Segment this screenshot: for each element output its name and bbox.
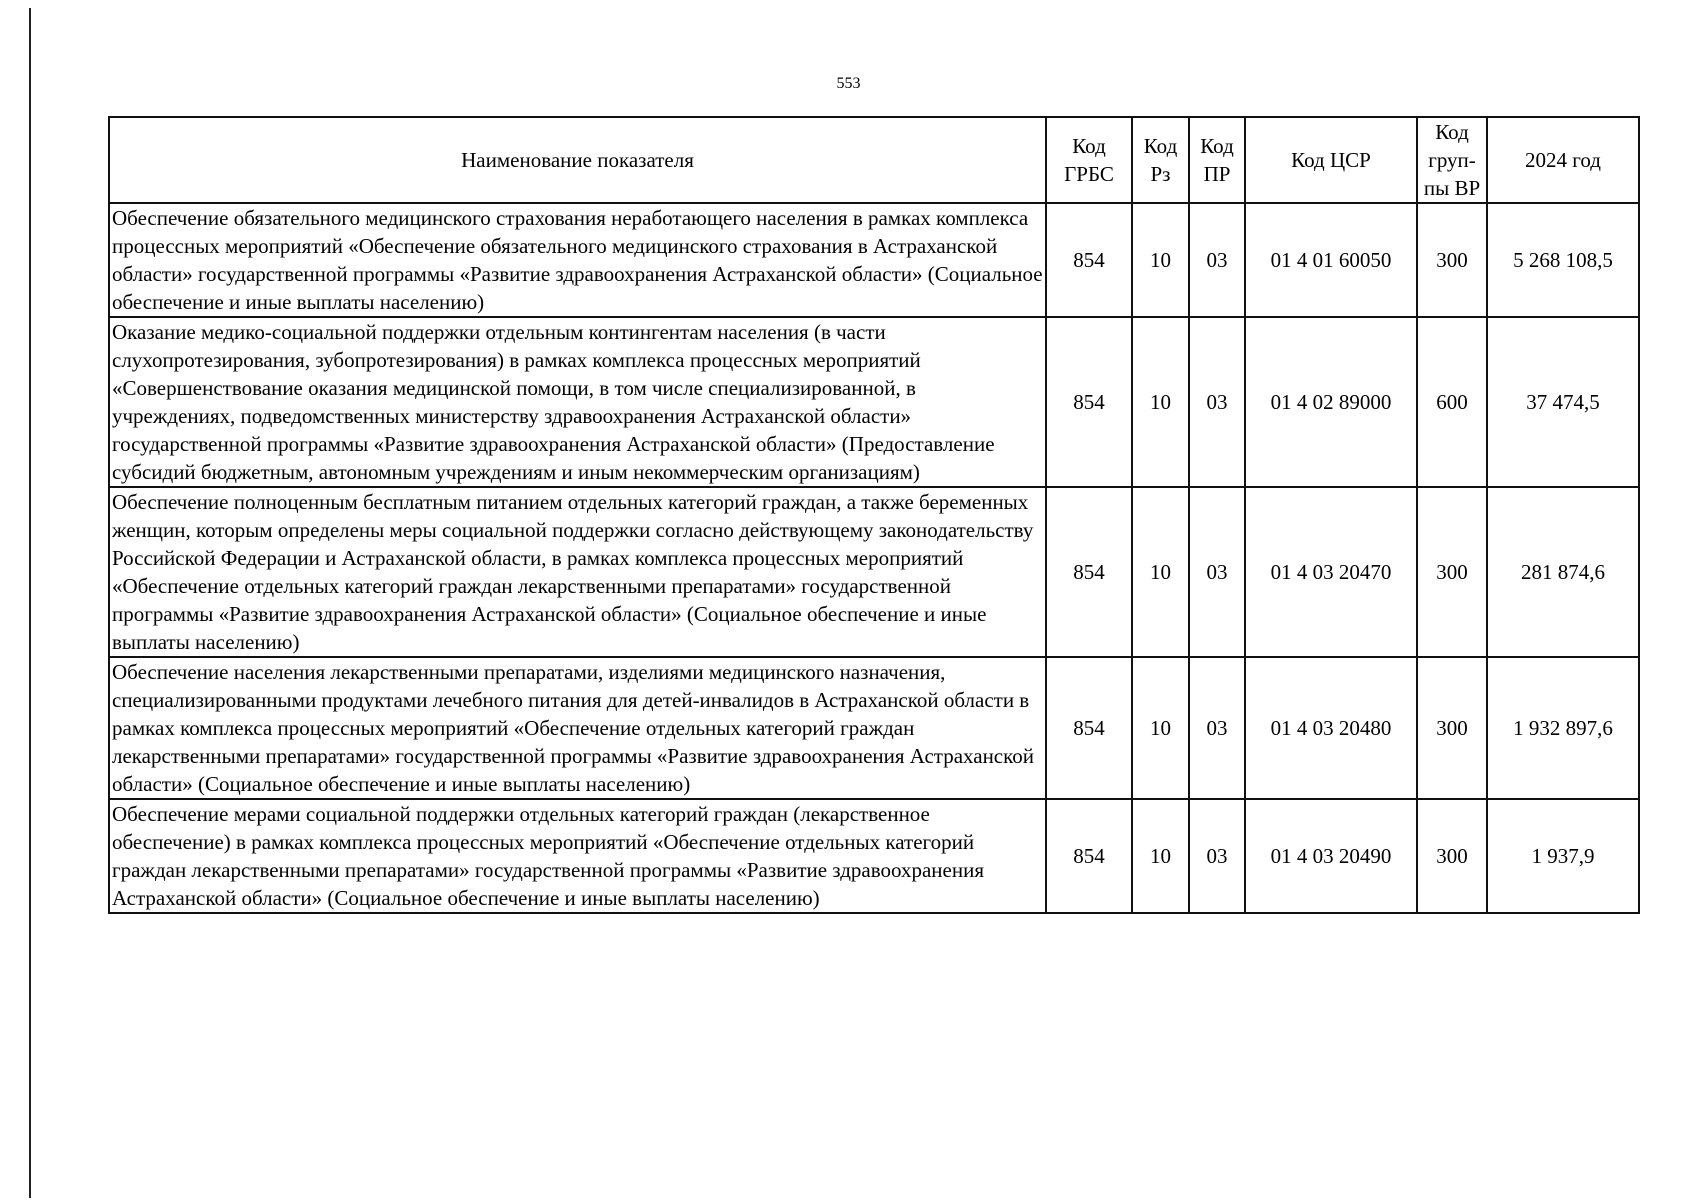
header-name-label: Наименование показателя (461, 148, 694, 172)
row-amount-cell: 5 268 108,5 (1487, 203, 1639, 317)
header-vr-line-1: Код (1435, 120, 1469, 144)
header-csr-label: Код ЦСР (1291, 148, 1371, 172)
header-pr (1189, 117, 1245, 203)
row-vr-cell: 300 (1417, 799, 1487, 913)
row-name-cell: Оказание медико-социальной поддержки отдельным контингентам населения (в части слухопротезирования, зубопротезирования) в рамках комплекса процессных мероприятий «Совершенствование оказания медицинской помощи, в том числе специализированной, в учреждениях, подведомственных министерству здравоохранения Астраханской области» государственной программы «Развитие здравоохранения Астраханской области» (Предоставление субсидий бюджетным, автономным учреждениям и иным некоммерческим организациям) (109, 317, 1046, 487)
row-pr-cell: 03 (1189, 203, 1245, 317)
header-vr-line-3: пы ВР (1423, 176, 1481, 200)
header-rz (1132, 117, 1189, 203)
row-amount-cell: 37 474,5 (1487, 317, 1639, 487)
header-grbs-line-2: ГРБС (1064, 162, 1114, 186)
row-csr-cell: 01 4 01 60050 (1245, 203, 1417, 317)
row-rz-cell: 10 (1132, 799, 1189, 913)
row-pr-cell: 03 (1189, 657, 1245, 799)
row-csr-cell: 01 4 02 89000 (1245, 317, 1417, 487)
header-rz-line-2: Рз (1150, 162, 1171, 186)
row-csr-cell: 01 4 03 20470 (1245, 487, 1417, 657)
header-pr-line-2: ПР (1203, 162, 1231, 186)
row-name-cell: Обеспечение мерами социальной поддержки отдельных категорий граждан (лекарственное обеспечение) в рамках комплекса процессных мероприятий «Обеспечение отдельных категорий граждан лекарственными препаратами» государственной программы «Развитие здравоохранения Астраханской области» (Социальное обеспечение и иные выплаты населению) (109, 799, 1046, 913)
table-row (109, 317, 1639, 487)
row-grbs-cell: 854 (1046, 799, 1132, 913)
budget-table (108, 116, 1640, 914)
table-row (109, 657, 1639, 799)
header-csr (1245, 117, 1417, 203)
row-name-cell: Обеспечение полноценным бесплатным питанием отдельных категорий граждан, а также беременных женщин, которым определены меры социальной поддержки согласно действующему законодательству Российской Федерации и Астраханской области, в рамках комплекса процессных мероприятий «Обеспечение отдельных категорий граждан лекарственными препаратами» государственной программы «Развитие здравоохранения Астраханской области» (Социальное обеспечение и иные выплаты населению) (109, 487, 1046, 657)
row-pr-cell: 03 (1189, 799, 1245, 913)
header-pr-line-1: Код (1200, 134, 1234, 158)
header-vr-line-2: груп- (1428, 148, 1476, 172)
row-vr-cell: 600 (1417, 317, 1487, 487)
row-grbs-cell: 854 (1046, 487, 1132, 657)
header-name (109, 117, 1046, 203)
header-grbs-line-1: Код (1072, 134, 1106, 158)
row-grbs-cell: 854 (1046, 203, 1132, 317)
row-rz-cell: 10 (1132, 657, 1189, 799)
row-grbs-cell: 854 (1046, 657, 1132, 799)
row-name-cell: Обеспечение обязательного медицинского страхования неработающего населения в рамках комплекса процессных мероприятий «Обеспечение обязательного медицинского страхования в Астраханской области» государственной программы «Развитие здравоохранения Астраханской области» (Социальное обеспечение и иные выплаты населению) (109, 203, 1046, 317)
table-row (109, 203, 1639, 317)
row-amount-cell: 281 874,6 (1487, 487, 1639, 657)
row-rz-cell: 10 (1132, 317, 1189, 487)
table-header-row (109, 117, 1639, 203)
header-vr (1417, 117, 1487, 203)
header-grbs (1046, 117, 1132, 203)
table-row (109, 799, 1639, 913)
row-amount-cell: 1 932 897,6 (1487, 657, 1639, 799)
row-vr-cell: 300 (1417, 487, 1487, 657)
header-year-label: 2024 год (1525, 148, 1601, 172)
row-amount-cell: 1 937,9 (1487, 799, 1639, 913)
table-row (109, 487, 1639, 657)
row-vr-cell: 300 (1417, 657, 1487, 799)
row-grbs-cell: 854 (1046, 317, 1132, 487)
row-name-cell: Обеспечение населения лекарственными препаратами, изделиями медицинского назначения, специализированными продуктами лечебного питания для детей-инвалидов в Астраханской области в рамках комплекса процессных мероприятий «Обеспечение отдельных категорий граждан лекарственными препаратами» государственной программы «Развитие здравоохранения Астраханской области» (Социальное обеспечение и иные выплаты населению) (109, 657, 1046, 799)
row-rz-cell: 10 (1132, 487, 1189, 657)
row-csr-cell: 01 4 03 20490 (1245, 799, 1417, 913)
page-number: 553 (836, 75, 861, 92)
header-rz-line-1: Код (1143, 134, 1178, 158)
row-rz-cell: 10 (1132, 203, 1189, 317)
row-pr-cell: 03 (1189, 487, 1245, 657)
row-csr-cell: 01 4 03 20480 (1245, 657, 1417, 799)
page-binding-line (29, 8, 31, 1198)
row-vr-cell: 300 (1417, 203, 1487, 317)
header-year (1487, 117, 1639, 203)
row-pr-cell: 03 (1189, 317, 1245, 487)
